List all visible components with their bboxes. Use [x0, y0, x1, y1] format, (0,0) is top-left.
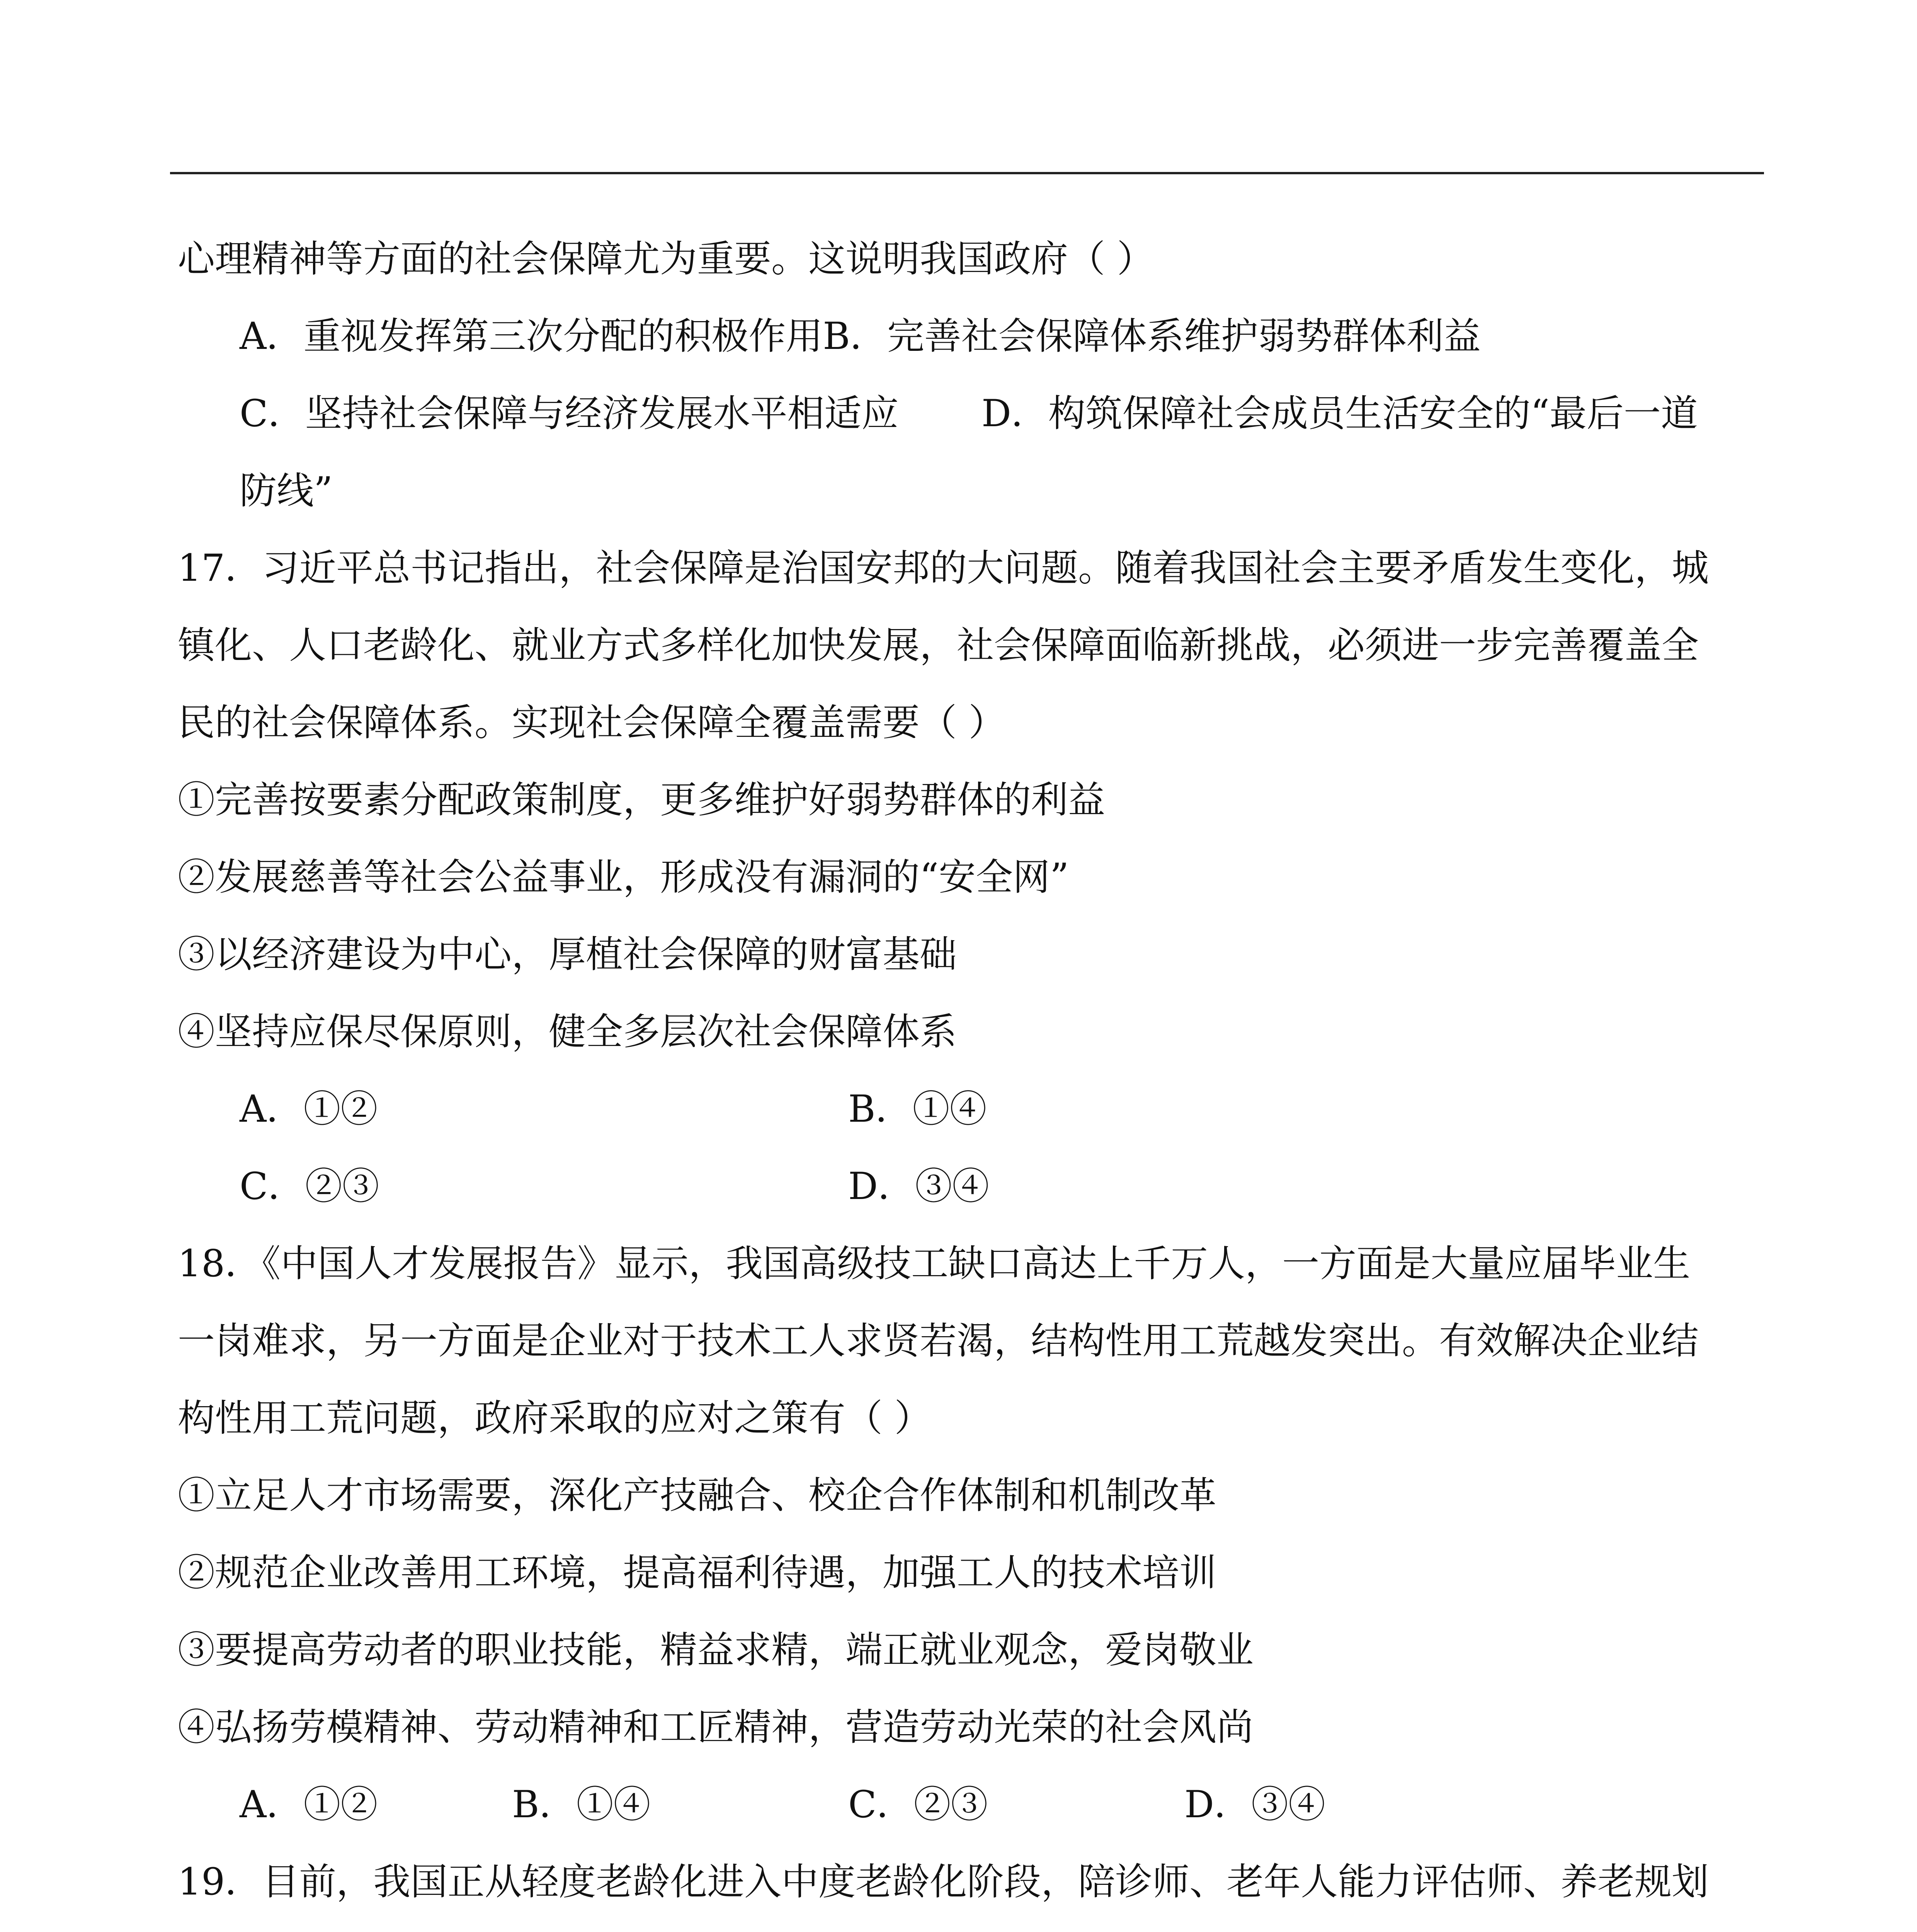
- q18-item-3: ③要提高劳动者的职业技能，精益求精，端正就业观念，爱岗敬业: [178, 1628, 1254, 1672]
- q18-option-d: D．③④: [1184, 1783, 1325, 1826]
- q18-item-2: ②规范企业改善用工环境，提高福利待遇，加强工人的技术培训: [178, 1551, 1216, 1594]
- q16-options-cd: [178, 375, 1762, 452]
- q17-options-cd: [178, 1148, 1762, 1225]
- page-content: [178, 220, 1762, 1932]
- q18-item-4: ④弘扬劳模精神、劳动精神和工匠精神，营造劳动光荣的社会风尚: [178, 1706, 1254, 1749]
- q17-options-ab: [178, 1070, 1762, 1148]
- q17-option-c: C．②③: [240, 1165, 379, 1208]
- q18-item-1: ①立足人才市场需要，深化产技融合、校企合作体制和机制改革: [178, 1474, 1216, 1517]
- q16-option-d: D．构筑保障社会成员生活安全的“最后一道: [981, 392, 1698, 435]
- q18-options: [178, 1766, 1762, 1843]
- q19-stem-line-1: 19．目前，我国正从轻度老龄化进入中度老龄化阶段，陪诊师、老年人能力评估师、养老规划: [178, 1860, 1709, 1903]
- q17-item-1: ①完善按要素分配政策制度，更多维护好弱势群体的利益: [178, 778, 1105, 821]
- q18-stem-line-3: 构性用工荒问题，政府采取的应对之策有（ ）: [178, 1396, 932, 1440]
- q19-stem-line-2: [178, 1920, 1762, 1932]
- q18-option-a: A．①②: [240, 1783, 378, 1826]
- q17-item-3: ③以经济建设为中心，厚植社会保障的财富基础: [178, 933, 957, 976]
- q17-option-a: A．①②: [240, 1087, 378, 1131]
- q16-option-c: C．坚持社会保障与经济发展水平相适应: [240, 392, 899, 435]
- q17-item-4: ④坚持应保尽保原则，健全多层次社会保障体系: [178, 1010, 957, 1053]
- q17-stem-line-1: 17．习近平总书记指出，社会保障是治国安邦的大问题。随着我国社会主要矛盾发生变化，城: [178, 546, 1709, 590]
- q17-stem-line-3: 民的社会保障体系。实现社会保障全覆盖需要（ ）: [178, 701, 1006, 744]
- q16-option-d-cont: 防线”: [240, 469, 333, 512]
- q18-stem-line-1: 18．《中国人才发展报告》显示，我国高级技工缺口高达上千万人，一方面是大量应届毕业生: [178, 1242, 1691, 1285]
- q17-item-2: ②发展慈善等社会公益事业，形成没有漏洞的“安全网”: [178, 855, 1069, 899]
- q16-options-ab: A．重视发挥第三次分配的积极作用B．完善社会保障体系维护弱势群体利益: [240, 315, 1481, 358]
- q18-stem-line-2: 一岗难求，另一方面是企业对于技术工人求贤若渴，结构性用工荒越发突出。有效解决企业结: [178, 1319, 1699, 1362]
- q18-option-c: C．②③: [848, 1783, 988, 1826]
- q17-option-d: D．③④: [848, 1165, 989, 1208]
- q16-stem: 心理精神等方面的社会保障尤为重要。这说明我国政府（ ）: [178, 237, 1154, 281]
- header-rule: [170, 172, 1764, 174]
- q17-stem-line-2: 镇化、人口老龄化、就业方式多样化加快发展，社会保障面临新挑战，必须进一步完善覆盖全: [178, 624, 1699, 667]
- q18-option-b: B．①④: [512, 1783, 651, 1826]
- q17-option-b: B．①④: [848, 1087, 987, 1131]
